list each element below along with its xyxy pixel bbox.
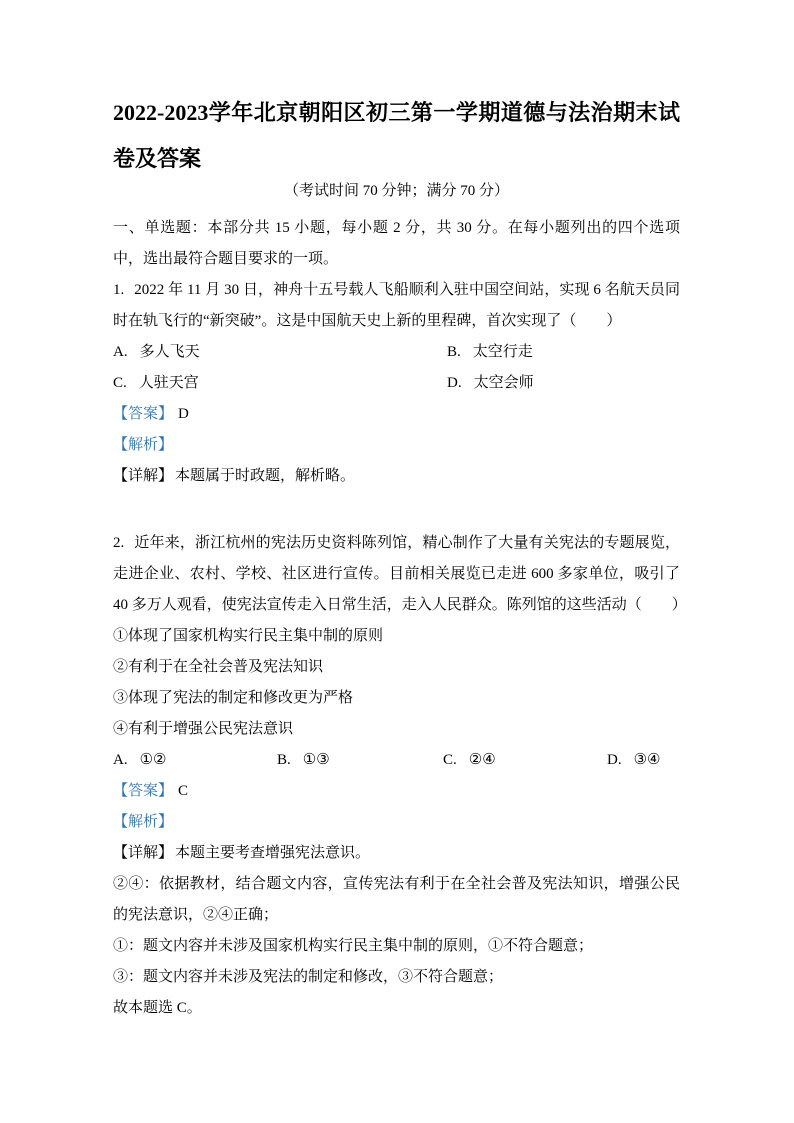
question-spacer [113,492,680,528]
option-c-text: 人驻天宫 [138,375,199,391]
question-2-detail-text: 本题主要考查增强宪法意识。 [175,845,371,861]
option-c-text: ②④ [468,752,496,768]
option-b-text: ①③ [302,752,330,768]
option-c-label: C. [443,752,457,768]
question-2-option-c [443,745,607,776]
question-2-number: 2. [113,535,125,551]
option-a-label: A. [113,752,128,768]
page-title: 2022-2023学年北京朝阳区初三第一学期道德与法治期末试卷及答案 [113,100,680,171]
question-1-answer-value: D [178,406,189,422]
question-1-analysis-line [113,430,680,461]
option-c-label: C. [113,375,127,391]
question-2-statement-2: ②有利于在全社会普及宪法知识 [113,659,324,675]
question-2-statement-3: ③体现了宪法的制定和修改更为严格 [113,690,354,706]
question-2-explanation-2: ①：题文内容并未涉及国家机构实行民主集中制的原则，①不符合题意； [113,938,594,954]
question-1-detail-text: 本题属于时政题，解析略。 [175,468,356,484]
answer-tag: 【答案】 [113,406,174,422]
question-2-option-b [277,745,443,776]
analysis-tag: 【解析】 [113,814,174,830]
exam-time-info: （考试时间 70 分钟；满分 70 分） [283,183,509,199]
analysis-tag: 【解析】 [113,437,174,453]
option-b-label: B. [277,752,291,768]
question-2-stem [113,528,687,621]
option-d-text: 太空会师 [473,375,534,391]
question-2-statement-4: ④有利于增强公民宪法意识 [113,721,294,737]
answer-tag: 【答案】 [113,783,174,799]
option-d-label: D. [447,375,462,391]
question-2-explanation-3: ③：题文内容并未涉及宪法的制定和修改，③不符合题意； [113,969,504,985]
question-1-option-d [447,368,680,399]
question-1-options [113,337,680,399]
question-1-detail-line [113,461,680,492]
question-2-analysis-line [113,807,680,838]
question-1-number: 1. [113,282,125,298]
question-2-answer-value: C [178,783,189,799]
option-a-text: 多人飞天 [139,344,200,360]
question-1-option-c [113,368,447,399]
detail-tag: 【详解】 [113,468,174,484]
question-1-option-b [447,337,680,368]
question-2-option-d [607,745,680,776]
option-b-label: B. [447,344,461,360]
question-2-detail-line [113,838,680,869]
question-2-statement-1: ①体现了国家机构实行民主集中制的原则 [113,628,384,644]
question-1-stem-text: 2022 年 11 月 30 日，神舟十五号载人飞船顺利入驻中国空间站，实现 6 名航天员同时在轨飞行的“新突破”。这是中国航天史上新的里程碑，首次实现了（ ） [113,282,680,329]
question-2-answer-line [113,776,680,807]
option-b-text: 太空行走 [472,344,533,360]
option-a-text: ①② [139,752,167,768]
question-2-explanation-1: ②④：依据教材，结合题文内容，宣传宪法有利于在全社会普及宪法知识，增强公民的宪法意识，②④正确； [113,876,680,923]
question-2-option-a [113,745,277,776]
question-1-answer-line [113,399,680,430]
option-a-label: A. [113,344,128,360]
section-intro: 一、单选题：本部分共 15 小题，每小题 2 分，共 30 分。在每小题列出的四个选项中，选出最符合题目要求的一项。 [113,220,680,267]
question-2-stem-text: 近年来，浙江杭州的宪法历史资料陈列馆，精心制作了大量有关宪法的专题展览，走进企业、农村、学校、社区进行宣传。目前相关展览已走进 600 多家单位，吸引了 40 多万人观看，使宪法宣传走入日常生活，走入人民群众。陈列馆的这些活动（ ） [113,535,687,613]
question-2-conclusion: 故本题选 C。 [113,1000,202,1016]
question-2-options [113,745,680,776]
question-2 [113,528,687,1024]
detail-tag: 【详解】 [113,845,174,861]
question-1-option-a [113,337,447,368]
question-1 [113,275,680,492]
question-1-stem [113,275,680,337]
option-d-text: ③④ [633,752,661,768]
option-d-label: D. [607,752,622,768]
